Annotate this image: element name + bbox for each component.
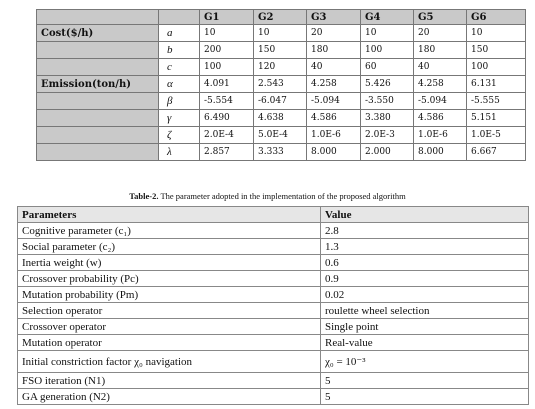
- coefficient-value: 6.490: [200, 110, 254, 127]
- coefficient-value: 100: [361, 42, 414, 59]
- parameter-name: GA generation (N2): [18, 389, 321, 405]
- coefficient-value: 2.857: [200, 144, 254, 161]
- coefficient-value: 4.638: [254, 110, 307, 127]
- parameter-value: 0.02: [321, 287, 529, 303]
- table-row: [37, 93, 526, 110]
- parameter-value: Real-value: [321, 335, 529, 351]
- coefficient-value: 6.131: [467, 76, 526, 93]
- table-row: [18, 239, 529, 255]
- parameter-value: 0.9: [321, 271, 529, 287]
- coefficient-value: 1.0E-5: [467, 127, 526, 144]
- table-row: [37, 127, 526, 144]
- coefficient-value: -5.094: [414, 93, 467, 110]
- table-row: [18, 373, 529, 389]
- parameter-name: Selection operator: [18, 303, 321, 319]
- table1-body: [37, 25, 526, 161]
- table1-header-g3: G3: [307, 10, 361, 25]
- group-label-empty: [37, 42, 159, 59]
- group-label-empty: [37, 93, 159, 110]
- table-row: [18, 223, 529, 239]
- coefficient-value: 150: [467, 42, 526, 59]
- coefficient-value: 5.0E-4: [254, 127, 307, 144]
- coefficient-value: 40: [414, 59, 467, 76]
- coefficient-value: 8.000: [414, 144, 467, 161]
- coefficient-value: 4.258: [414, 76, 467, 93]
- table2-header-row: [18, 207, 529, 223]
- table1-header-g6: G6: [467, 10, 526, 25]
- coefficient-value: 120: [254, 59, 307, 76]
- coefficient-value: 10: [200, 25, 254, 42]
- coefficient-value: 1.0E-6: [414, 127, 467, 144]
- coefficient-value: 4.091: [200, 76, 254, 93]
- coefficient-value: 60: [361, 59, 414, 76]
- group-label-empty: [37, 144, 159, 161]
- table-row: [18, 351, 529, 373]
- table2-caption: [0, 191, 535, 201]
- caption-text: The parameter adopted in the implementation of the proposed algorithm: [158, 191, 406, 201]
- table1-header-blank: [159, 10, 200, 25]
- coefficient-value: 180: [414, 42, 467, 59]
- coefficient-value: 200: [200, 42, 254, 59]
- coefficient-value: 2.0E-4: [200, 127, 254, 144]
- coefficient-value: 5.151: [467, 110, 526, 127]
- parameter-name: Inertia weight (w): [18, 255, 321, 271]
- group-label-empty: [37, 110, 159, 127]
- coefficient-value: -6.047: [254, 93, 307, 110]
- table1-header-blank: [37, 10, 159, 25]
- table1-header-row: [37, 10, 526, 25]
- coefficient-value: 2.0E-3: [361, 127, 414, 144]
- table-row: [37, 76, 526, 93]
- table-row: [18, 319, 529, 335]
- algorithm-parameters-table: [17, 206, 529, 405]
- group-label-empty: [37, 59, 159, 76]
- parameter-value: 5: [321, 373, 529, 389]
- coefficient-symbol: β: [159, 93, 200, 110]
- table-row: [18, 335, 529, 351]
- parameter-name: Crossover operator: [18, 319, 321, 335]
- coefficient-value: 10: [467, 25, 526, 42]
- table-row: [18, 287, 529, 303]
- coefficient-symbol: b: [159, 42, 200, 59]
- coefficient-symbol: α: [159, 76, 200, 93]
- coefficient-value: 2.000: [361, 144, 414, 161]
- table1-header-g1: G1: [200, 10, 254, 25]
- table1-header-g2: G2: [254, 10, 307, 25]
- table2-header-value: Value: [321, 207, 529, 223]
- coefficient-value: 1.0E-6: [307, 127, 361, 144]
- table-row: [18, 303, 529, 319]
- coefficient-value: 4.586: [307, 110, 361, 127]
- group-label: Cost($/h): [37, 25, 159, 42]
- table-row: [18, 255, 529, 271]
- parameter-value: Single point: [321, 319, 529, 335]
- coefficient-value: 20: [307, 25, 361, 42]
- coefficient-value: -3.550: [361, 93, 414, 110]
- parameter-value: roulette wheel selection: [321, 303, 529, 319]
- parameter-name: Mutation probability (Pm): [18, 287, 321, 303]
- table-row: [37, 144, 526, 161]
- coefficient-symbol: a: [159, 25, 200, 42]
- coefficient-value: 100: [200, 59, 254, 76]
- table-row: [37, 59, 526, 76]
- group-label: Emission(ton/h): [37, 76, 159, 93]
- coefficient-value: 4.258: [307, 76, 361, 93]
- coefficient-symbol: c: [159, 59, 200, 76]
- coefficient-value: 40: [307, 59, 361, 76]
- coefficient-value: 6.667: [467, 144, 526, 161]
- parameter-value: 0.6: [321, 255, 529, 271]
- parameter-name: Social parameter (c₂): [18, 239, 321, 255]
- caption-label: Table-2.: [129, 191, 159, 201]
- coefficient-value: -5.094: [307, 93, 361, 110]
- parameter-value: 2.8: [321, 223, 529, 239]
- table-row: [18, 271, 529, 287]
- coefficient-value: 8.000: [307, 144, 361, 161]
- coefficient-symbol: λ: [159, 144, 200, 161]
- coefficient-value: 150: [254, 42, 307, 59]
- parameter-name: Cognitive parameter (c₁): [18, 223, 321, 239]
- parameter-name: Mutation operator: [18, 335, 321, 351]
- coefficient-value: 180: [307, 42, 361, 59]
- parameter-value: 1.3: [321, 239, 529, 255]
- coefficient-value: 3.333: [254, 144, 307, 161]
- generator-coefficients-table: [36, 9, 526, 161]
- table1-header-g4: G4: [361, 10, 414, 25]
- parameter-name: Crossover probability (Pc): [18, 271, 321, 287]
- coefficient-value: 4.586: [414, 110, 467, 127]
- parameter-value: 5: [321, 389, 529, 405]
- coefficient-value: 100: [467, 59, 526, 76]
- table2-body: [18, 223, 529, 405]
- table-row: [37, 42, 526, 59]
- coefficient-value: -5.554: [200, 93, 254, 110]
- coefficient-symbol: ζ: [159, 127, 200, 144]
- coefficient-value: 2.543: [254, 76, 307, 93]
- table-row: [18, 389, 529, 405]
- coefficient-value: -5.555: [467, 93, 526, 110]
- table-row: [37, 25, 526, 42]
- coefficient-value: 10: [254, 25, 307, 42]
- coefficient-value: 5.426: [361, 76, 414, 93]
- coefficient-value: 20: [414, 25, 467, 42]
- coefficient-symbol: γ: [159, 110, 200, 127]
- table-row: [37, 110, 526, 127]
- table2-header-parameters: Parameters: [18, 207, 321, 223]
- parameter-name: Initial constriction factor χ₀ navigation: [18, 351, 321, 373]
- group-label-empty: [37, 127, 159, 144]
- coefficient-value: 3.380: [361, 110, 414, 127]
- coefficient-value: 10: [361, 25, 414, 42]
- parameter-name: FSO iteration (N1): [18, 373, 321, 389]
- parameter-value: χ₀ = 10⁻³: [321, 351, 529, 373]
- table1-header-g5: G5: [414, 10, 467, 25]
